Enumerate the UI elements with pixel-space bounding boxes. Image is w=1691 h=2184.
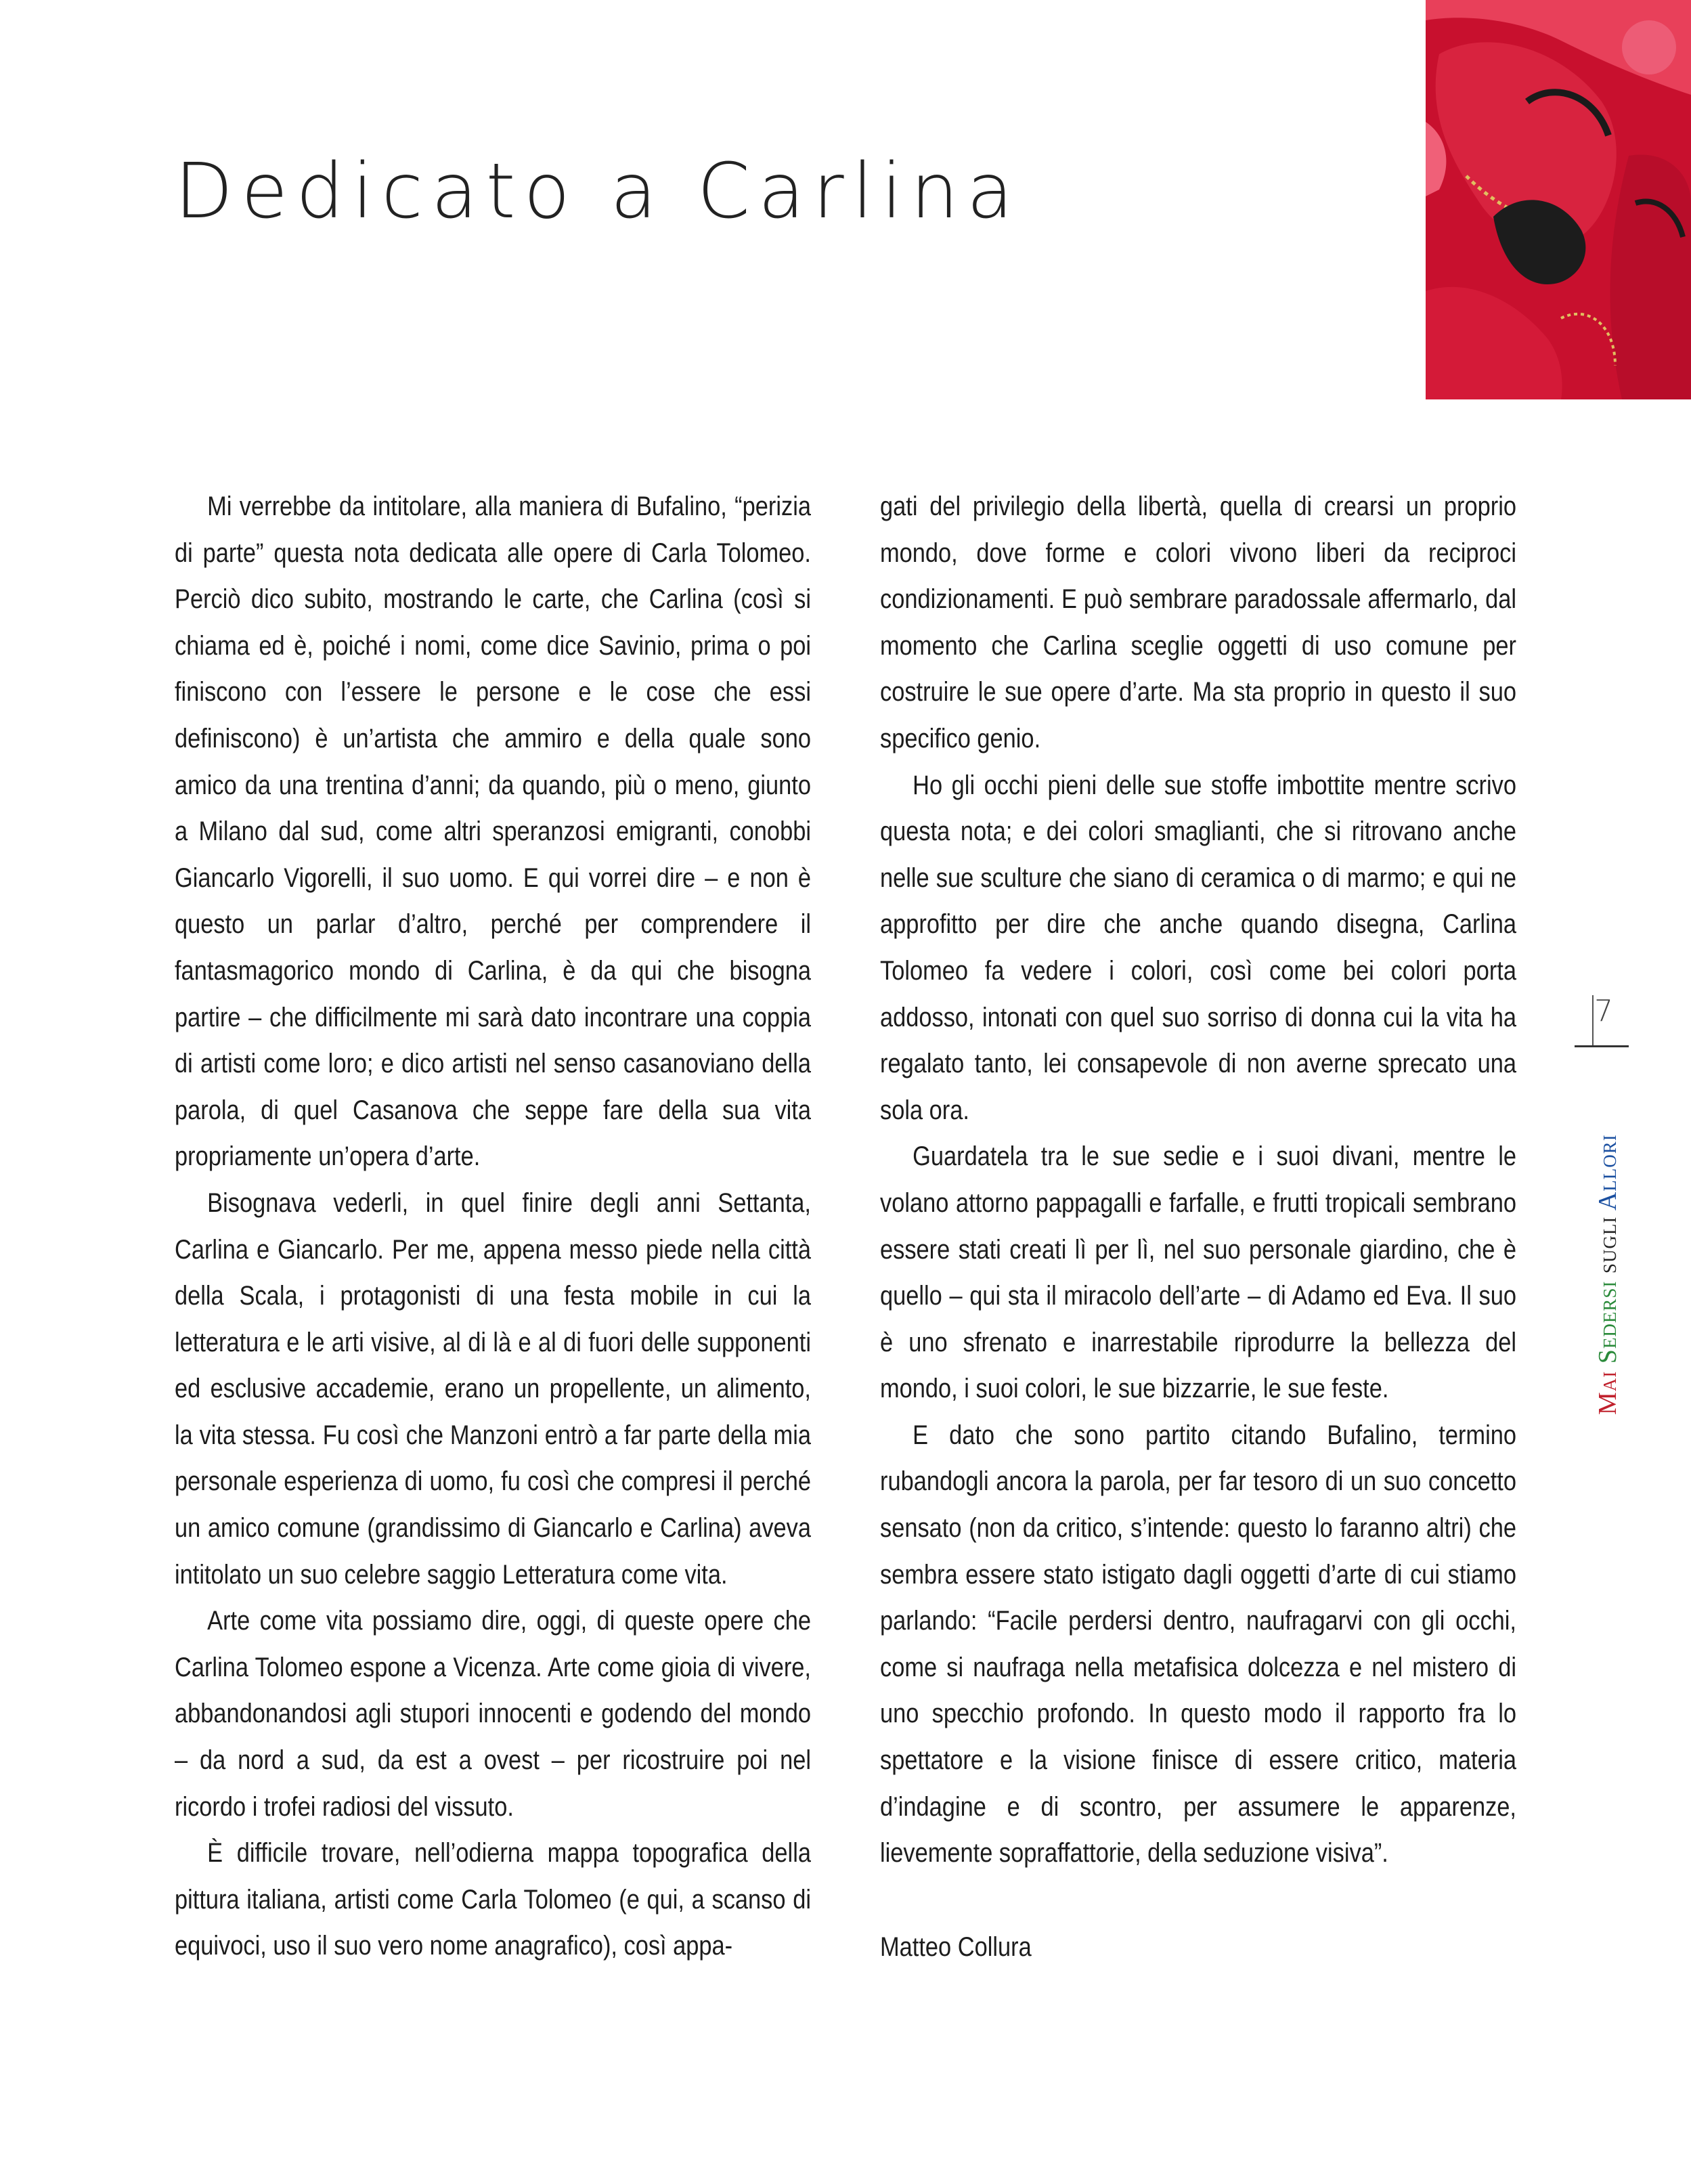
page-title: Dedicato a Carlina: [175, 148, 1022, 236]
page-number-divider: [1592, 995, 1594, 1047]
paragraph: È difficile trovare, nell’odierna mappa topografica della pittura italiana, artisti come Carla Tolomeo (e qui, a scanso di equivoci, uso il suo vero nome anagrafico), così appa-: [175, 1838, 811, 1961]
text-column-right: [880, 483, 1516, 1970]
running-title-word: Allori: [1594, 1134, 1622, 1211]
running-title-word: sugli: [1594, 1216, 1622, 1274]
paragraph: Guardatela tra le sue sedie e i suoi divani, mentre le volano attorno pappagalli e farfalle, e frutti tropicali sembrano essere stati creati lì per lì, nel suo personale giardino, che è quello – qui sta il miracolo dell’arte – di Adamo ed Eva. Il suo è uno sfrenato e inarrestabile riprodurre la bellezza del mondo, i suoi colori, le sue bizzarrie, le sue feste.: [880, 1141, 1516, 1404]
red-fabric-sculpture-image: [1426, 0, 1691, 399]
text-column-left: [175, 483, 811, 1969]
paragraph: Mi verrebbe da intitolare, alla maniera di Bufalino, “perizia di parte” questa nota dedicata alle opere di Carla Tolomeo. Perciò dico subito, mostrando le carte, che Carlina (così si chiama ed è, poiché i nomi, come dice Savinio, prima o poi finiscono con l’essere le persone e le cose che essi definiscono) è un’artista che ammiro e della quale sono amico da una trentina d’anni; da quando, più o meno, giunto a Milano dal sud, come altri speranzosi emigranti, conobbi Giancarlo Vigorelli, il suo uomo. E qui vorrei dire – e non è questo un parlar d’altro, perché per comprendere il fantasmagorico mondo di Carlina, è da qui che bisogna partire – che difficilmente mi sarà dato incontrare una coppia di artisti come loro; e dico artisti nel senso casanoviano della parola, di quel Casanova che seppe fare della sua vita propriamente un’opera d’arte.: [175, 492, 811, 1172]
running-title-text: [1591, 1134, 1625, 1415]
author-signature: Matteo Collura: [880, 1931, 1032, 1962]
paragraph: Arte come vita possiamo dire, oggi, di queste opere che Carlina Tolomeo espone a Vicenza. Arte come gioia di vivere, abbandonandosi agli stupori innocenti e godendo del mondo – da nord a sud, da est a ovest – per ricostruire poi nel ricordo i trofei radiosi del vissuto.: [175, 1606, 811, 1822]
running-title-word: Sedersi: [1594, 1280, 1622, 1364]
page-number: 7: [1594, 994, 1613, 1028]
page-number-rule: [1575, 1045, 1629, 1047]
artwork-photo: [1426, 0, 1691, 399]
paragraph: gati del privilegio della libertà, quella di crearsi un proprio mondo, dove forme e colori vivono liberi da reciproci condizionamenti. E può sembrare paradossale affermarlo, dal momento che Carlina sceglie oggetti di uso comune per costruire le sue opere d’arte. Ma sta proprio in questo il suo specifico genio.: [880, 492, 1516, 754]
running-title: [1591, 1063, 1631, 1415]
paragraph: Ho gli occhi pieni delle sue stoffe imbottite mentre scrivo questa nota; e dei colori smaglianti, che si ritrovano anche nelle sue sculture che siano di ceramica o di marmo; e qui ne approfitto per dire che anche quando disegna, Carlina Tolomeo fa vedere i colori, così come bei colori porta addosso, intonati con quel suo sorriso di donna cui la vita ha regalato tanto, lei consapevole di non averne sprecato una sola ora.: [880, 770, 1516, 1125]
running-title-word: Mai: [1594, 1370, 1622, 1415]
paragraph: E dato che sono partito citando Bufalino, termino rubandogli ancora la parola, per far tesoro di un suo concetto sensato (non da critico, s’intende: questo lo faranno altri) che sembra essere stato istigato dagli oggetti d’arte di cui stiamo parlando: “Facile perdersi dentro, naufragarvi con gli occhi, come si naufraga nella metafisica dolcezza e nel mistero di uno specchio profondo. In questo modo il rapporto fra lo spettatore e la visione finisce di essere critico, materia d’indagine e di scontro, per assumere le apparenze, lievemente sopraffattorie, della seduzione visiva”.: [880, 1420, 1516, 1869]
paragraph: Bisognava vederli, in quel finire degli anni Settanta, Carlina e Giancarlo. Per me, appena messo piede nella città della Scala, i protagonisti di una festa mobile in cui la letteratura e le arti visive, al di là e al di fuori delle supponenti ed esclusive accademie, erano un propellente, un alimento, la vita stessa. Fu così che Manzoni entrò a far parte della mia personale esperienza di uomo, fu così che compresi il perché un amico comune (grandissimo di Giancarlo e Carlina) aveva intitolato un suo celebre saggio Letteratura come vita.: [175, 1187, 811, 1590]
